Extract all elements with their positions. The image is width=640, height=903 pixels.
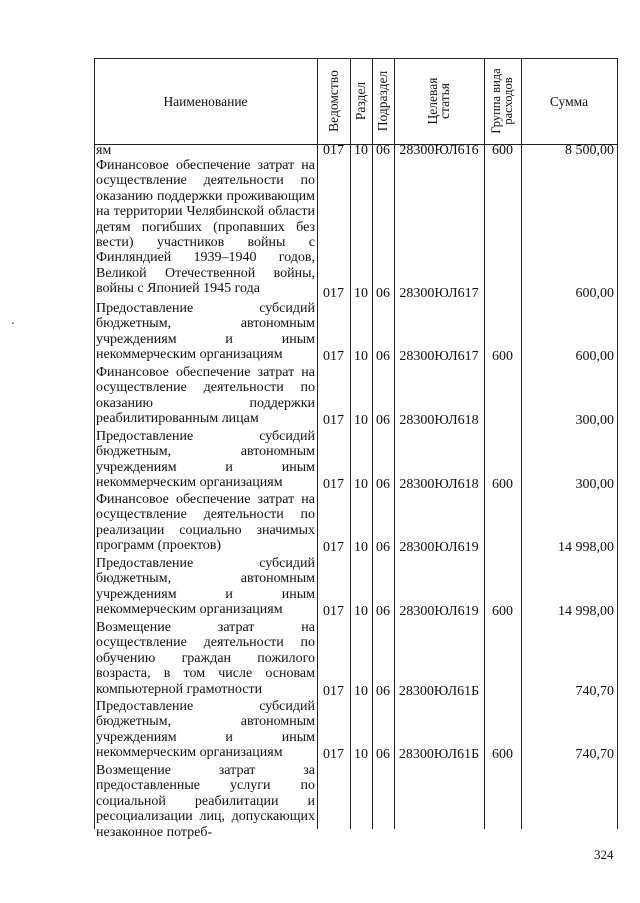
- row-name: Финансовое обеспечение затрат на осуществление деятельности по оказанию поддержки проживающим на территории Челябинской области детям погибших (пропавших без вести) участников войны с Финляндией 1939–1940 годов, Великой Отечественной войны, войны с Японией 1945 года: [96, 158, 315, 297]
- row-razdel: 10: [354, 684, 368, 699]
- header-podrazdel: Подраздел: [375, 70, 390, 132]
- column-divider: [372, 58, 373, 829]
- row-razdel: 10: [354, 747, 368, 762]
- header-celevaya-statya: [427, 78, 451, 125]
- row-podrazdel: 06: [376, 349, 390, 364]
- column-divider: [350, 58, 351, 829]
- row-razdel: 10: [354, 349, 368, 364]
- row-name: ям: [96, 143, 112, 158]
- row-name: Предоставление субсидий бюджетным, автономным учреждениям и иным некоммерческим организациям: [96, 429, 315, 491]
- header-celevaya-line2: статья: [437, 83, 452, 119]
- row-summa: 14 998,00: [558, 540, 614, 555]
- row-gruppa: 600: [492, 747, 513, 762]
- row-celevaya: 28300ЮЛ618: [399, 477, 479, 492]
- row-celevaya: 28300ЮЛ61Б: [398, 684, 480, 699]
- header-gruppa-line1: Группа вида: [489, 68, 503, 134]
- row-summa: 600,00: [575, 286, 614, 301]
- row-razdel: 10: [354, 540, 368, 555]
- row-gruppa: 600: [492, 143, 513, 158]
- row-gruppa: 600: [492, 477, 513, 492]
- row-podrazdel: 06: [376, 540, 390, 555]
- row-summa: 300,00: [575, 413, 614, 428]
- row-razdel: 10: [354, 286, 368, 301]
- row-podrazdel: 06: [376, 604, 390, 619]
- row-podrazdel: 06: [376, 477, 390, 492]
- row-vedomstvo: 017: [323, 684, 344, 699]
- row-name: Возмещение затрат за предоставленные услуги по социальной реабилитации и ресоциализации лиц, допускающих незаконное потреб-: [96, 763, 315, 840]
- scan-speck: [12, 322, 14, 324]
- row-podrazdel: 06: [376, 143, 390, 158]
- row-summa: 8 500,00: [565, 143, 614, 158]
- column-divider: [394, 58, 395, 829]
- page-number: 324: [594, 847, 614, 862]
- row-summa: 14 998,00: [558, 604, 614, 619]
- row-summa: 740,70: [575, 684, 614, 699]
- row-podrazdel: 06: [376, 413, 390, 428]
- row-summa: 740,70: [575, 747, 614, 762]
- row-celevaya: 28300ЮЛ616: [399, 143, 479, 158]
- row-razdel: 10: [354, 477, 368, 492]
- row-vedomstvo: 017: [323, 540, 344, 555]
- column-divider: [317, 58, 318, 829]
- header-gruppa-line2: расходов: [501, 77, 515, 125]
- row-name: Возмещение затрат на осуществление деятельности по обучению граждан пожилого возраста, в том числе основам компьютерной грамотности: [96, 620, 315, 697]
- header-gruppa-vida-rashodov: [490, 68, 514, 133]
- row-celevaya: 28300ЮЛ617: [399, 286, 479, 301]
- header-celevaya-line1: Целевая: [425, 77, 440, 125]
- header-summa: Сумма: [549, 93, 589, 109]
- row-razdel: 10: [354, 413, 368, 428]
- row-vedomstvo: 017: [323, 413, 344, 428]
- row-vedomstvo: 017: [323, 604, 344, 619]
- row-summa: 600,00: [575, 349, 614, 364]
- row-razdel: 10: [354, 143, 368, 158]
- row-gruppa: 600: [492, 604, 513, 619]
- row-vedomstvo: 017: [323, 477, 344, 492]
- row-summa: 300,00: [575, 477, 614, 492]
- row-celevaya: 28300ЮЛ61Б: [398, 747, 480, 762]
- table-border-right: [617, 58, 618, 829]
- row-vedomstvo: 017: [323, 747, 344, 762]
- row-podrazdel: 06: [376, 286, 390, 301]
- row-name: Финансовое обеспечение затрат на осуществление деятельности по реализации социально значимых программ (проектов): [96, 492, 315, 554]
- row-name: Предоставление субсидий бюджетным, автономным учреждениям и иным некоммерческим организациям: [96, 556, 315, 618]
- row-name: Предоставление субсидий бюджетным, автономным учреждениям и иным некоммерческим организациям: [96, 699, 315, 761]
- header-razdel: Раздел: [353, 81, 368, 121]
- row-vedomstvo: 017: [323, 349, 344, 364]
- row-celevaya: 28300ЮЛ619: [399, 540, 479, 555]
- row-vedomstvo: 017: [323, 143, 344, 158]
- row-gruppa: 600: [492, 349, 513, 364]
- table-border-left: [94, 58, 95, 829]
- column-divider: [484, 58, 485, 829]
- row-razdel: 10: [354, 604, 368, 619]
- budget-table: [94, 58, 618, 840]
- row-celevaya: 28300ЮЛ618: [399, 413, 479, 428]
- row-podrazdel: 06: [376, 684, 390, 699]
- row-podrazdel: 06: [376, 747, 390, 762]
- row-celevaya: 28300ЮЛ617: [399, 349, 479, 364]
- header-name: Наименование: [163, 93, 248, 109]
- row-name: Финансовое обеспечение затрат на осуществление деятельности по оказанию поддержки реабилитированным лицам: [96, 365, 315, 427]
- column-divider: [521, 58, 522, 829]
- row-vedomstvo: 017: [323, 286, 344, 301]
- header-vedomstvo: Ведомство: [326, 70, 341, 132]
- row-name: Предоставление субсидий бюджетным, автономным учреждениям и иным некоммерческим организациям: [96, 301, 315, 363]
- row-celevaya: 28300ЮЛ619: [399, 604, 479, 619]
